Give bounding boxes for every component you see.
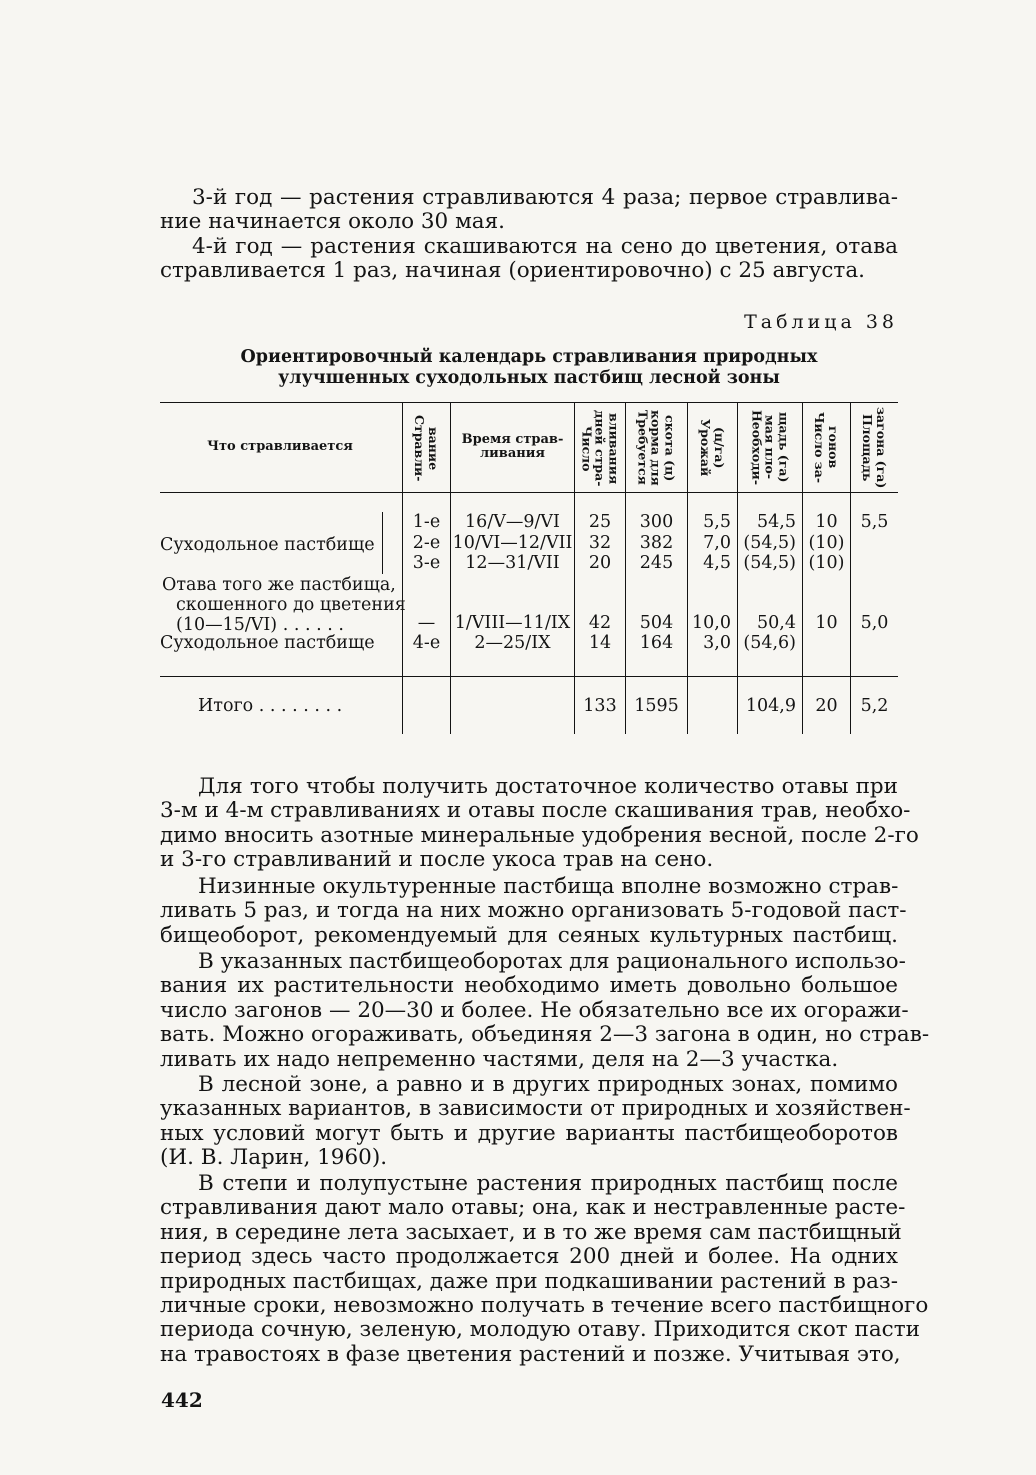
- cell-feed: 300: [639, 512, 674, 532]
- intro-paragraph-1: [160, 186, 898, 235]
- table-top-rule: [160, 402, 898, 403]
- cell-strav: —: [417, 613, 436, 633]
- text-line: В лесной зоне, а равно и в других природных зонах, помимо: [198, 1072, 898, 1097]
- header-time: Время страв- ливания: [461, 432, 564, 461]
- text-line: период здесь часто продолжается 200 дней и более. На одних: [160, 1244, 898, 1270]
- cell-strav: 2-е: [412, 533, 441, 553]
- table-title-line: улучшенных суходольных пастбищ лесной зоны: [278, 368, 780, 388]
- table-header-rule: [160, 492, 898, 493]
- cell-days: 32: [588, 533, 612, 553]
- cell-time: 1/VIII—11/IX: [454, 613, 571, 633]
- text-line: число загонов — 20—30 и более. Не обязательно все их огоражи-: [160, 997, 909, 1023]
- cell-yield: 4,5: [703, 553, 731, 573]
- cell-pens: (10): [808, 553, 845, 573]
- body-paragraph-3: [160, 949, 930, 1072]
- text-line: В указанных пастбищеоборотах для рационального использо-: [198, 949, 906, 974]
- text-line: личные сроки, невозможно получать в течение всего пастбищного: [160, 1293, 929, 1319]
- header-area: Необходи- мая пло- щадь (га): [749, 410, 792, 486]
- text-line: периода сочную, зеленую, молодую отаву. Приходится скот пасти: [160, 1317, 920, 1343]
- cell-time: 16/V—9/VI: [465, 512, 560, 532]
- header-days: Число дней стра- вливания: [579, 409, 622, 487]
- text-line: бищеоборот, рекомендуемый для сеяных культурных пастбищ.: [160, 922, 898, 948]
- brace: [382, 512, 392, 574]
- text-line: ных условий могут быть и другие варианты пастбищеоборотов: [160, 1120, 898, 1146]
- cell-pen-area: 5,0: [860, 613, 889, 633]
- cell-pens: 10: [815, 613, 838, 633]
- cell-feed: 245: [639, 553, 674, 573]
- cell-days: 20: [588, 553, 612, 573]
- cell-area: (54,5): [743, 553, 796, 573]
- cell-area: 50,4: [757, 613, 796, 633]
- cell-time: 10/VI—12/VII: [452, 533, 573, 553]
- text-line: ние начинается около 30 мая.: [160, 209, 506, 235]
- text-line: стравливается 1 раз, начиная (ориентировочно) с 25 августа.: [160, 258, 865, 284]
- cell-area: 104,9: [745, 696, 796, 716]
- cell-yield: 10,0: [692, 613, 731, 633]
- cell-pens: 20: [815, 696, 838, 716]
- cell-yield: 7,0: [703, 533, 731, 553]
- cell-days: 25: [588, 512, 612, 532]
- cell-area: 54,5: [757, 512, 796, 532]
- text-line: вать. Можно огораживать, объединяя 2—3 загона в один, но страв-: [160, 1022, 930, 1048]
- cell-strav: 1-е: [412, 512, 441, 532]
- cell-time: 12—31/VII: [465, 553, 560, 573]
- header-pens: Число за- гонов: [812, 412, 841, 484]
- row-label: Отава того же пастбища, скошенного до цветения (10—15/VI) . . . . . .: [162, 575, 406, 635]
- text-line: и 3-го стравливаний и после укоса трав на сено.: [160, 847, 714, 873]
- intro-paragraph-2: [160, 235, 898, 284]
- table-title: [160, 347, 898, 389]
- cell-feed: 1595: [634, 696, 679, 716]
- body-paragraph-2: [160, 874, 907, 948]
- header-what: Что стравливается: [207, 439, 353, 454]
- cell-pen-area: 5,2: [860, 696, 889, 716]
- cell-area: (54,5): [743, 533, 796, 553]
- text-line: (И. В. Ларин, 1960).: [160, 1145, 388, 1171]
- cell-days: 42: [588, 613, 612, 633]
- header-pen-area: Площадь загона (га): [860, 407, 889, 489]
- page-number: 442: [161, 1388, 203, 1412]
- text-line: вания их растительности необходимо иметь довольно большое: [160, 973, 898, 999]
- body-paragraph-5: [160, 1171, 929, 1367]
- text-line: ливать их надо непременно частями, деля на 2—3 участка.: [160, 1046, 839, 1072]
- cell-pens: (10): [808, 533, 845, 553]
- cell-pens: 10: [815, 512, 838, 532]
- header-feed: Требуется корма для скота (ц): [635, 410, 678, 486]
- text-line: ливать 5 раз, и тогда на них можно организовать 5-годовой паст-: [160, 898, 907, 924]
- text-line: ния, в середине лета засыхает, и в то же время сам пастбищный: [160, 1219, 902, 1245]
- text-line: Для того чтобы получить достаточное количество отавы при: [198, 774, 898, 799]
- row-label: Суходольное пастбище: [160, 535, 375, 555]
- row-label: Суходольное пастбище: [160, 633, 375, 653]
- cell-feed: 504: [639, 613, 674, 633]
- cell-feed: 164: [639, 633, 674, 653]
- cell-pen-area: 5,5: [860, 512, 889, 532]
- total-label: Итого . . . . . . . .: [198, 696, 343, 716]
- text-line: Низинные окультуренные пастбища вполне возможно страв-: [198, 874, 899, 899]
- cell-feed: 382: [639, 533, 674, 553]
- table-title-line: Ориентировочный календарь стравливания природных: [240, 347, 818, 367]
- text-line: природных пастбищах, даже при подкашивании растений в раз-: [160, 1268, 898, 1294]
- cell-time: 2—25/IX: [474, 633, 551, 653]
- text-line: указанных вариантов, в зависимости от природных и хозяйствен-: [160, 1096, 911, 1122]
- text-line: на травостоях в фазе цветения растений и позже. Учитывая это,: [160, 1341, 901, 1367]
- text-line: димо вносить азотные минеральные удобрения весной, после 2-го: [160, 822, 919, 848]
- header-yield: Урожай (ц/га): [698, 419, 727, 477]
- text-line: В степи и полупустыне растения природных пастбищ после: [198, 1171, 898, 1196]
- cell-yield: 3,0: [703, 633, 731, 653]
- cell-strav: 3-е: [412, 553, 441, 573]
- text-line: 3-м и 4-м стравливаниях и отавы после скашивания трав, необхо-: [160, 798, 911, 824]
- cell-days: 133: [583, 696, 617, 716]
- table-label: Таблица 38: [744, 311, 898, 333]
- header-strav: Стравли- вание: [412, 414, 441, 482]
- text-line: 3-й год — растения стравливаются 4 раза; первое стравлива-: [192, 185, 898, 210]
- text-line: 4-й год — растения скашиваются на сено до цветения, отава: [192, 234, 898, 259]
- body-paragraph-4: [160, 1072, 911, 1171]
- cell-area: (54,6): [743, 633, 796, 653]
- body-paragraph-1: [160, 774, 919, 873]
- cell-strav: 4-е: [412, 633, 441, 653]
- table-total-rule: [160, 676, 898, 677]
- cell-yield: 5,5: [703, 512, 731, 532]
- text-line: стравливания дают мало отавы; она, как и нестравленные расте-: [160, 1195, 906, 1221]
- cell-days: 14: [588, 633, 612, 653]
